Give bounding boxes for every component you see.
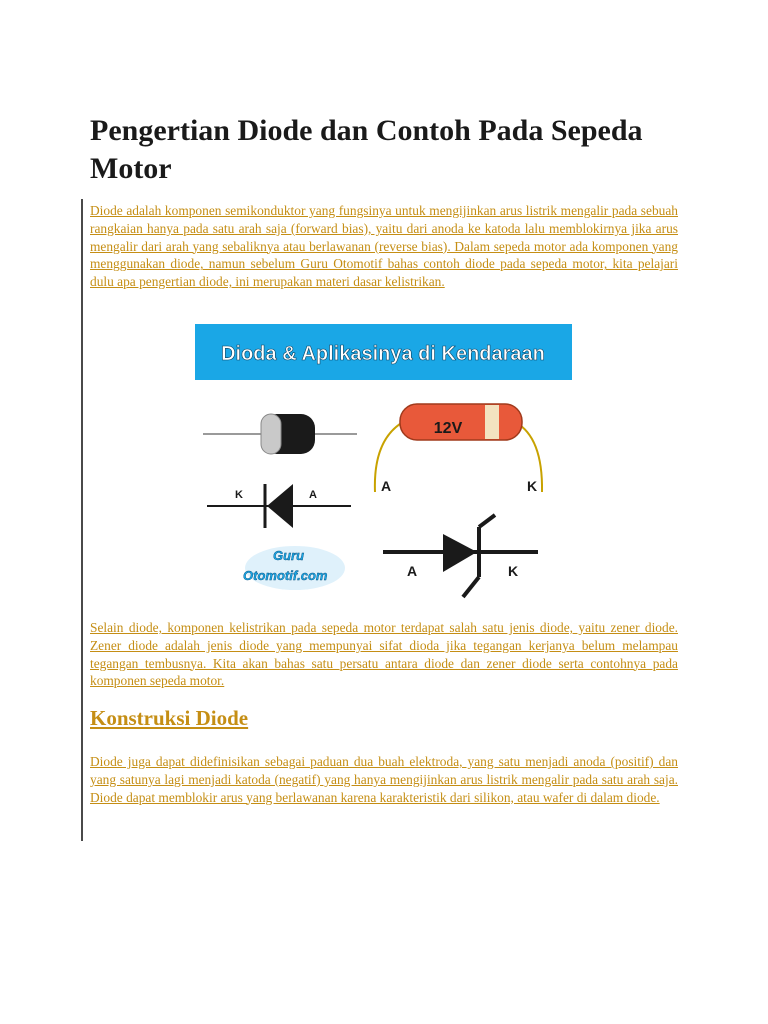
diode-symbol xyxy=(207,484,351,528)
guru-otomotif-logo xyxy=(243,546,345,590)
logo-line2: Otomotif.com xyxy=(243,568,328,583)
zener-paragraph-link[interactable]: Selain diode, komponen kelistrikan pada sepeda motor terdapat salah satu jenis diode, yaitu zener diode. Zener diode adalah jenis diode yang mempunyai sifat dioda jika tegangan kerjanya belum melampau tegangan tembusnya. Kita akan bahas satu persatu antara diode dan zener diode serta contohnya pada komponen sepeda motor. xyxy=(90,620,678,689)
zener-symbol-anode-label: A xyxy=(407,563,418,579)
zener-cathode-label: K xyxy=(527,478,538,494)
page-title: Pengertian Diode dan Contoh Pada Sepeda Motor xyxy=(90,114,643,185)
symbol-anode-label: A xyxy=(309,489,317,501)
zener-component xyxy=(375,404,542,492)
zener-symbol-cathode-label: K xyxy=(508,563,519,579)
zener-symbol xyxy=(383,515,538,597)
diode-figure xyxy=(195,322,575,604)
intro-paragraph-link[interactable]: Diode adalah komponen semikonduktor yang fungsinya untuk mengijinkan arus listrik mengalir pada sebuah rangkaian hanya pada satu arah saja (forward bias), yaitu dari anoda ke katoda lalu memblokirnya jika arus mengalir dari arah yang sebaliknya atau berlawanan (reverse bias). Dalam sepeda motor ada komponen yang menggunakan diode, namun sebelum Guru Otomotif bahas contoh diode pada sepeda motor, kita pelajari dulu apa pengertian diode, ini merupakan materi dasar kelistrikan. xyxy=(90,203,678,290)
zener-anode-label: A xyxy=(381,478,392,494)
konstruksi-paragraph-link[interactable]: Diode juga dapat didefinisikan sebagai paduan dua buah elektroda, yang satu menjadi anoda (positif) dan yang satunya lagi menjadi katoda (negatif) yang hanya mengijinkan arus listrik mengalir pada satu arah saja. Diode dapat memblokir arus yang berlawanan karena karakteristik dari silikon, atau wafer di dalam diode. xyxy=(90,754,678,805)
diode-component xyxy=(203,414,357,454)
left-margin-rule xyxy=(81,199,83,841)
figure-banner-text: Dioda & Aplikasinya di Kendaraan xyxy=(221,343,545,365)
symbol-cathode-label: K xyxy=(235,489,243,501)
logo-line1: Guru xyxy=(273,548,305,563)
section-heading-konstruksi[interactable]: Konstruksi Diode xyxy=(90,706,249,730)
zener-voltage-label: 12V xyxy=(433,420,463,437)
